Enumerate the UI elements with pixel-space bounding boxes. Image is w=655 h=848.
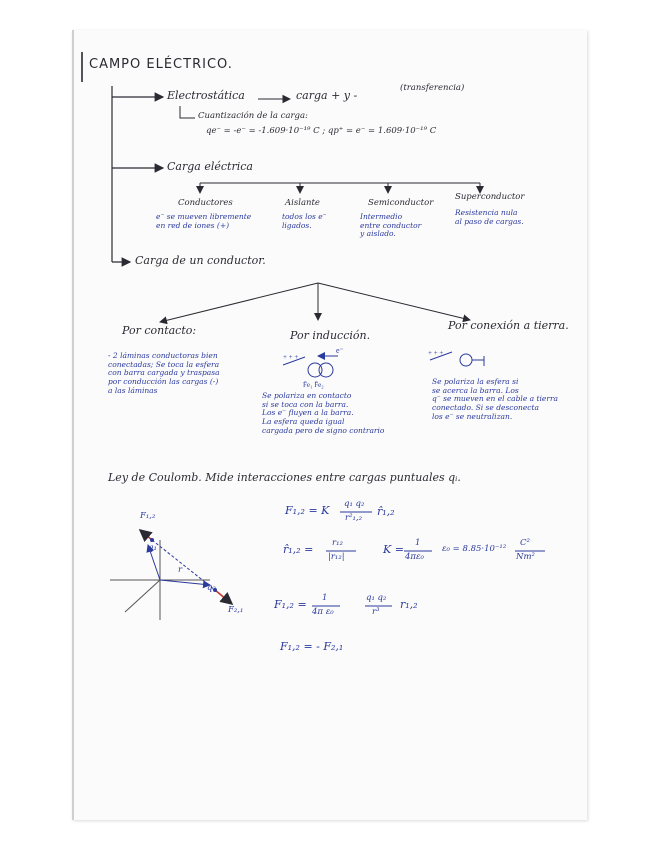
k-den: 4πε₀ bbox=[405, 552, 424, 562]
svg-text:F̄e₁ F̄e₂: F̄e₁ F̄e₂ bbox=[303, 381, 324, 389]
eps-den: Nm² bbox=[516, 552, 535, 562]
diagram-label-f12: F₁,₂ bbox=[140, 511, 156, 521]
svg-text:+ + +: + + + bbox=[428, 349, 444, 357]
method-name-contacto: Por contacto: bbox=[122, 324, 197, 337]
type-name-conductores: Conductores bbox=[178, 198, 233, 208]
page-title: CAMPO ELÉCTRICO. bbox=[89, 57, 233, 72]
type-name-semiconductor: Semiconductor bbox=[368, 198, 434, 208]
eps-text: ε₀ = 8.85·10⁻¹² bbox=[442, 544, 507, 554]
diagram-label-q2: q₂ bbox=[207, 583, 216, 593]
type-name-superconductor: Superconductor bbox=[455, 192, 525, 202]
cuantizacion-label: Cuantización de la carga: bbox=[198, 111, 308, 121]
eq3-lhs: F₁,₂ = bbox=[274, 598, 307, 611]
coulomb-diagram bbox=[110, 530, 232, 620]
method-arrow-1 bbox=[160, 283, 318, 322]
eps-num: C² bbox=[520, 538, 530, 548]
carga-conductor-label: Carga de un conductor. bbox=[135, 254, 266, 267]
electrostatica-note: (transferencia) bbox=[400, 83, 465, 93]
coulomb-title: Ley de Coulomb. Mide interacciones entre cargas puntuales qᵢ. bbox=[108, 471, 461, 484]
method-arrow-3 bbox=[318, 283, 470, 320]
fraction-bars bbox=[312, 512, 545, 606]
eq3-num1: 1 bbox=[322, 593, 328, 603]
cuantizacion-formula: qe⁻ = -e⁻ = -1.609·10⁻¹⁹ C ; qp⁺ = e⁻ = 1.609·10⁻¹⁹ C bbox=[206, 126, 437, 136]
method-desc-induccion: Se polariza en contacto si se toca con la barra. Los e⁻ fluyen a la barra. La esfera queda igual cargada pero de signo contrario bbox=[262, 391, 385, 435]
method-name-tierra: Por conexión a tierra. bbox=[448, 319, 569, 332]
eq2-lhs: r̂₁,₂ = bbox=[283, 543, 314, 556]
type-name-aislante: Aislante bbox=[285, 198, 320, 208]
eq3-den1: 4π ε₀ bbox=[312, 607, 334, 617]
method-desc-contacto: - 2 láminas conductoras bien conectadas; Se toca la esfera con barra cargada y traspasa por conducción las cargas (-) a las láminas bbox=[108, 351, 220, 395]
diagram-label-f21: F₂,₁ bbox=[228, 605, 244, 615]
svg-text:+ + +: + + + bbox=[283, 353, 299, 361]
diagram-label-r: r bbox=[178, 565, 183, 575]
diagram-label-q1: q₁ bbox=[148, 543, 157, 553]
r2-vector bbox=[160, 580, 210, 585]
eq3-num2: q₁ q₂ bbox=[366, 593, 387, 603]
electrostatica-label: Electrostática bbox=[167, 89, 245, 102]
eq1-den: r²₁,₂ bbox=[345, 513, 362, 523]
type-desc-superconductor: Resistencia nula al paso de cargas. bbox=[455, 208, 524, 226]
svg-text:e⁻: e⁻ bbox=[336, 346, 344, 355]
eq1-rhs: r̂₁,₂ bbox=[377, 505, 395, 518]
carga-electrica-label: Carga eléctrica bbox=[167, 160, 253, 173]
k-num: 1 bbox=[415, 538, 421, 548]
f21-arrow bbox=[215, 590, 232, 604]
type-desc-semiconductor: Intermedio entre conductor y aislado. bbox=[360, 212, 422, 239]
induction-sketch bbox=[283, 346, 344, 389]
eq1-num: q₁ q₂ bbox=[344, 499, 365, 509]
eq1-lhs: F₁,₂ = K bbox=[285, 504, 330, 517]
method-name-induccion: Por inducción. bbox=[290, 329, 371, 342]
ground-sketch bbox=[428, 349, 484, 366]
sub-bracket bbox=[180, 106, 195, 118]
f12-arrow bbox=[140, 530, 152, 540]
eq2-den: |r₁₂| bbox=[328, 552, 345, 562]
k-lhs: K = bbox=[383, 543, 404, 556]
type-desc-aislante: todos los e⁻ ligados. bbox=[282, 212, 327, 230]
electrostatica-result: carga + y - bbox=[296, 89, 358, 102]
eq3-rhs: r₁,₂ bbox=[400, 598, 418, 611]
eq2-num: r₁₂ bbox=[332, 538, 343, 548]
eq4: F₁,₂ = - F₂,₁ bbox=[280, 640, 344, 653]
type-desc-conductores: e⁻ se mueven libremente en red de iones (+) bbox=[156, 212, 252, 230]
method-desc-tierra: Se polariza la esfera si se acerca la barra. Los q⁻ se mueven en el cable a tierra conectado. Si se desconecta los e⁻ se neutralizan. bbox=[432, 377, 559, 421]
eq3-den2: r³ bbox=[372, 607, 380, 617]
